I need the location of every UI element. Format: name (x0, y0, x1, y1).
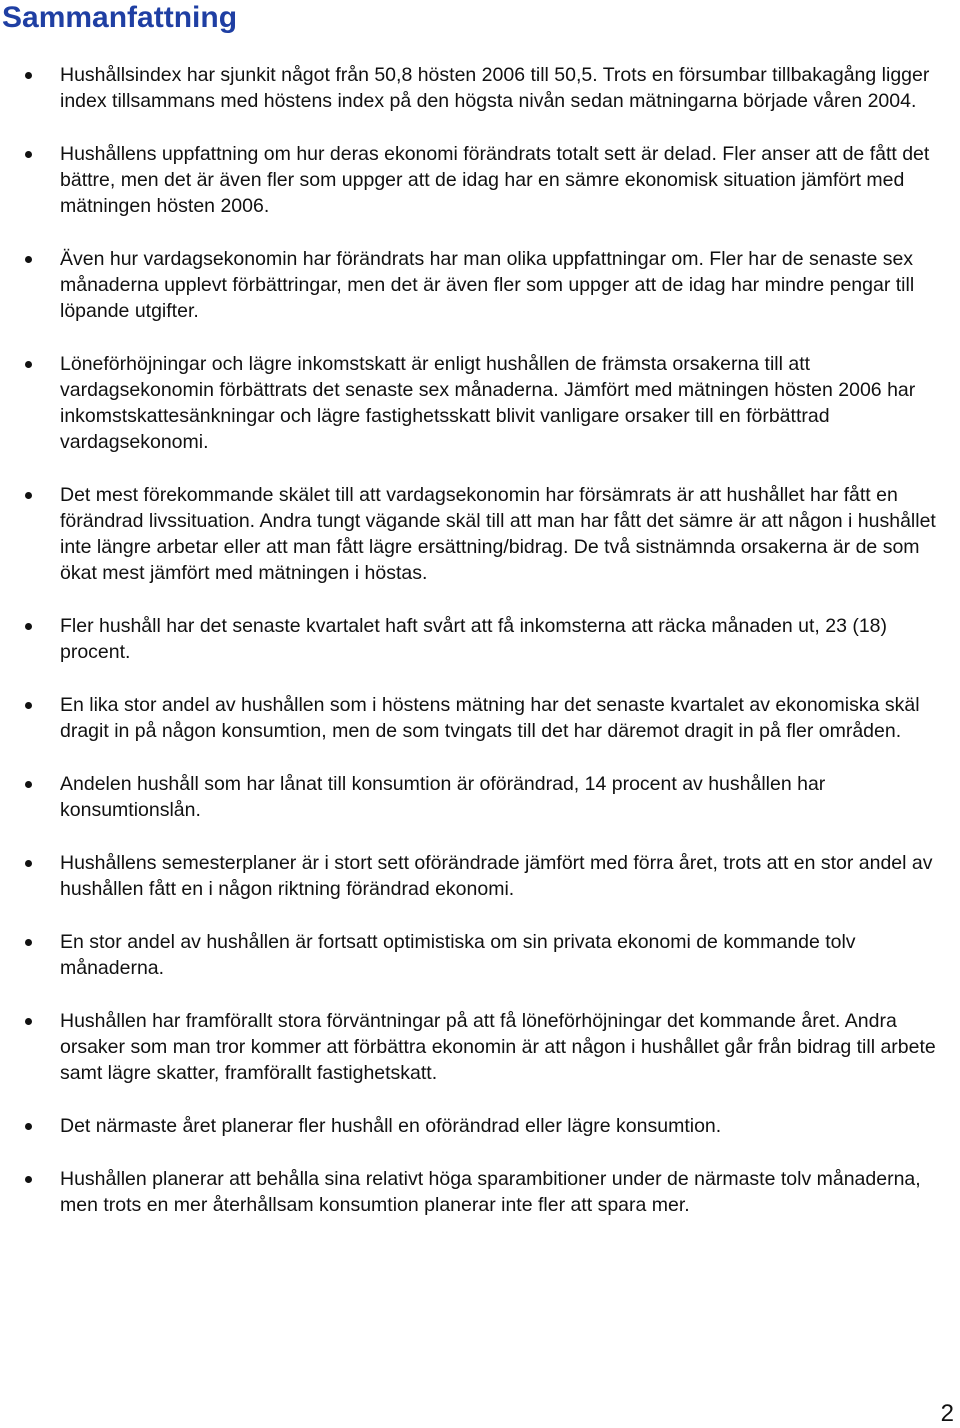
bullet-text: Fler hushåll har det senaste kvartalet haft svårt att få inkomsterna att räcka månaden ut, 23 (18) procent. (60, 615, 888, 663)
bullet-item-6 (0, 613, 960, 665)
bullet-dot-icon (25, 939, 32, 946)
bullet-item-12 (0, 1113, 960, 1139)
bullet-text: Hushållen har framförallt stora förväntningar på att få löneförhöjningar det kommande året. Andra orsaker som man tror kommer att förbättra ekonomin är att någon i hushållet går från bidrag till arbete samt lägre skatter, framförallt fastighetskatt. (60, 1010, 936, 1084)
bullet-dot-icon (25, 1018, 32, 1025)
bullet-text: Även hur vardagsekonomin har förändrats har man olika uppfattningar om. Fler har de senaste sex månaderna upplevt förbättringar, men det är även fler som uppger att de idag har mindre pengar till löpande utgifter. (60, 248, 915, 322)
bullet-dot-icon (25, 256, 32, 263)
bullet-dot-icon (25, 151, 32, 158)
bullet-text: Andelen hushåll som har lånat till konsumtion är oförändrad, 14 procent av hushållen har konsumtionslån. (60, 773, 826, 821)
summary-bullet-list (0, 62, 960, 1245)
bullet-item-8 (0, 771, 960, 823)
page-number: 2 (940, 1400, 954, 1427)
bullet-text: Hushållens uppfattning om hur deras ekonomi förändrats totalt sett är delad. Fler anser att de fått det bättre, men det är även fler som uppger att de idag har en sämre ekonomisk situation jämfört med mätningen hösten 2006. (60, 143, 930, 217)
bullet-dot-icon (25, 623, 32, 630)
bullet-item-13 (0, 1166, 960, 1218)
bullet-item-1 (0, 62, 960, 114)
bullet-dot-icon (25, 1176, 32, 1183)
bullet-item-10 (0, 929, 960, 981)
bullet-item-11 (0, 1008, 960, 1086)
bullet-item-2 (0, 141, 960, 219)
bullet-dot-icon (25, 72, 32, 79)
bullet-dot-icon (25, 702, 32, 709)
bullet-text: Löneförhöjningar och lägre inkomstskatt är enligt hushållen de främsta orsakerna till att vardagsekonomin förbättrats det senaste sex månaderna. Jämfört med mätningen hösten 2006 har inkomstskattesänkningar och lägre fastighetsskatt blivit vanligare orsaker till en förbättrad vardagsekonomi. (60, 353, 916, 453)
bullet-item-5 (0, 482, 960, 586)
bullet-item-3 (0, 246, 960, 324)
bullet-text: En stor andel av hushållen är fortsatt optimistiska om sin privata ekonomi de kommande tolv månaderna. (60, 931, 856, 979)
bullet-dot-icon (25, 781, 32, 788)
page-title: Sammanfattning (2, 1, 238, 34)
bullet-text: Det mest förekommande skälet till att vardagsekonomin har försämrats är att hushållet har fått en förändrad livssituation. Andra tungt vägande skäl till att man har fått det sämre är att någon i hushållet inte längre arbetar eller att man fått lägre ersättning/bidrag. De två sistnämnda orsakerna är de som ökat mest jämfört med mätningen i höstas. (60, 484, 936, 584)
bullet-text: Hushållen planerar att behålla sina relativt höga sparambitioner under de närmaste tolv månaderna, men trots en mer återhållsam konsumtion planerar inte fler att spara mer. (60, 1168, 921, 1216)
bullet-dot-icon (25, 361, 32, 368)
bullet-dot-icon (25, 1123, 32, 1130)
bullet-text: Det närmaste året planerar fler hushåll en oförändrad eller lägre konsumtion. (60, 1115, 722, 1137)
bullet-dot-icon (25, 492, 32, 499)
bullet-text: Hushållens semesterplaner är i stort sett oförändrade jämfört med förra året, trots att en stor andel av hushållen fått en i någon riktning förändrad ekonomi. (60, 852, 933, 900)
bullet-item-7 (0, 692, 960, 744)
bullet-item-4 (0, 351, 960, 455)
bullet-dot-icon (25, 860, 32, 867)
bullet-text: En lika stor andel av hushållen som i höstens mätning har det senaste kvartalet av ekonomiska skäl dragit in på någon konsumtion, men de som tvingats till det har däremot dragit in på fler områden. (60, 694, 920, 742)
bullet-item-9 (0, 850, 960, 902)
bullet-text: Hushållsindex har sjunkit något från 50,8 hösten 2006 till 50,5. Trots en försumbar tillbakagång ligger index tillsammans med höstens index på den högsta nivån sedan mätningarna började våren 2004. (60, 64, 930, 112)
